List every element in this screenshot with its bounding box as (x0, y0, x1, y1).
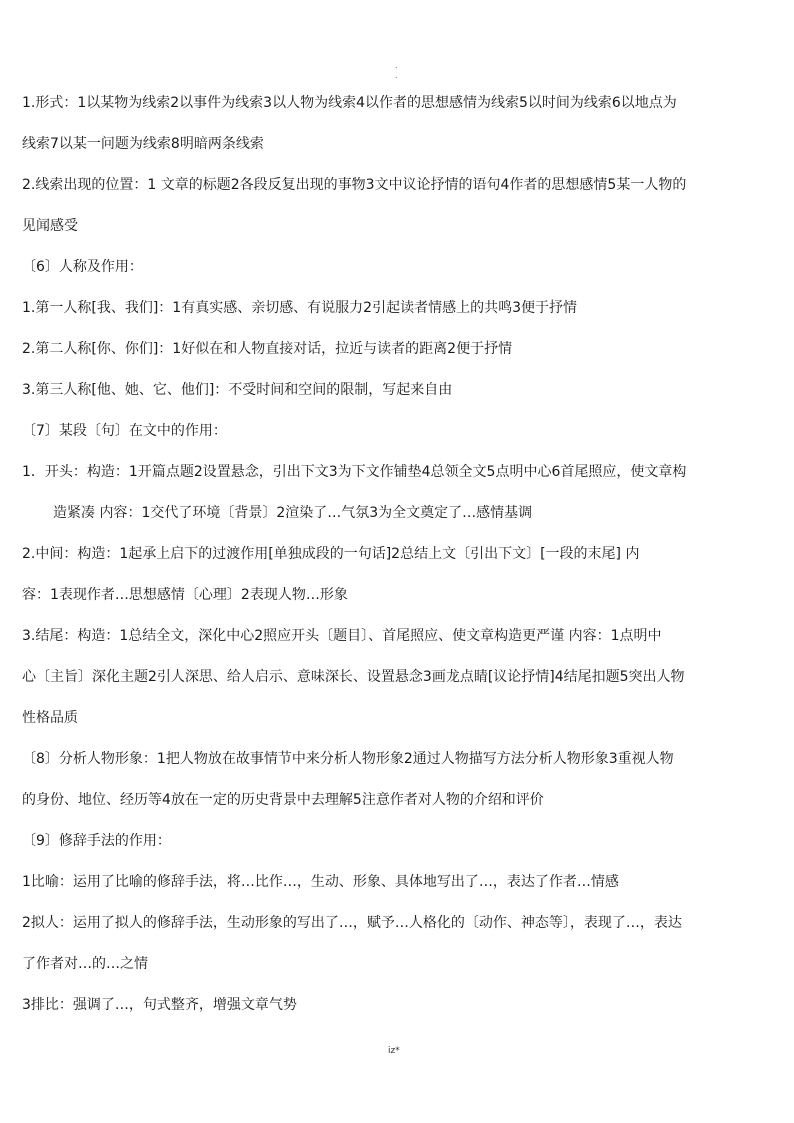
header-mark: . (395, 71, 398, 80)
text-line: 3.第三人称[他、她、它、他们]：不受时间和空间的限制，写起来自由 (22, 382, 453, 398)
text-line: 造紧凑 内容：1交代了环境〔背景〕2渲染了…气氛3为全文奠定了…感情基调 (53, 505, 533, 521)
section-heading: 〔9〕修辞手法的作用： (22, 833, 171, 849)
page-footer-mark: iz* (388, 1046, 400, 1056)
text-line: 见闻感受 (22, 218, 78, 234)
text-line: 2.第二人称[你、你们]：1好似在和人物直接对话，拉近与读者的距离2便于抒情 (22, 341, 513, 357)
section-heading: 〔7〕某段〔句〕在文中的作用： (22, 423, 227, 439)
text-line: 1.第一人称[我、我们]：1有真实感、亲切感、有说服力2引起读者情感上的共鸣3便于抒情 (22, 300, 578, 316)
section-heading: 〔8〕分析人物形象：1把人物放在故事情节中来分析人物形象2通过人物描写方法分析人物形象3重视人物 (22, 751, 674, 767)
document-body (22, 90, 778, 1033)
text-line: 1.形式：1以某物为线索2以事件为线索3以人物为线索4以作者的思想感情为线索5以时间为线索6以地点为 (22, 95, 677, 111)
text-line: 3.结尾：构造：1总结全文，深化中心2照应开头〔题目〕、首尾照应、使文章构造更严谨 内容：1点明中 (22, 628, 662, 644)
text-line: 性格品质 (22, 710, 78, 726)
text-line: 线索7以某一问题为线索8明暗两条线索 (22, 136, 264, 152)
text-line: 心〔主旨〕深化主题2引人深思、给人启示、意味深长、设置悬念3画龙点睛[议论抒情]4结尾扣题5突出人物 (22, 669, 685, 685)
text-line: 2拟人：运用了拟人的修辞手法，生动形象的写出了…，赋予…人格化的〔动作、神态等〕，表现了…，表达 (22, 915, 682, 931)
text-line: 3排比：强调了…，句式整齐，增强文章气势 (22, 997, 297, 1013)
section-heading: 〔6〕人称及作用： (22, 259, 143, 275)
text-line: 容：1表现作者…思想感情〔心理〕2表现人物…形象 (22, 587, 348, 603)
text-line: 的身份、地位、经历等4放在一定的历史背景中去理解5注意作者对人物的介绍和评价 (22, 792, 544, 808)
text-line: 2.线索出现的位置：1 文章的标题2各段反复出现的事物3文中议论抒情的语句4作者的思想感情5某一人物的 (22, 177, 687, 193)
text-line: 1比喻：运用了比喻的修辞手法，将…比作…，生动、形象、具体地写出了…，表达了作者…情感 (22, 874, 619, 890)
header-mark: . (395, 61, 398, 70)
text-line: 2.中间：构造：1起承上启下的过渡作用[单独成段的一句话]2总结上文〔引出下文〕[一段的末尾] 内 (22, 546, 640, 562)
text-line: 1．开头：构造：1开篇点题2设置悬念，引出下文3为下文作铺垫4总领全文5点明中心6首尾照应，使文章构 (22, 464, 687, 480)
text-line: 了作者对…的…之情 (22, 956, 148, 972)
